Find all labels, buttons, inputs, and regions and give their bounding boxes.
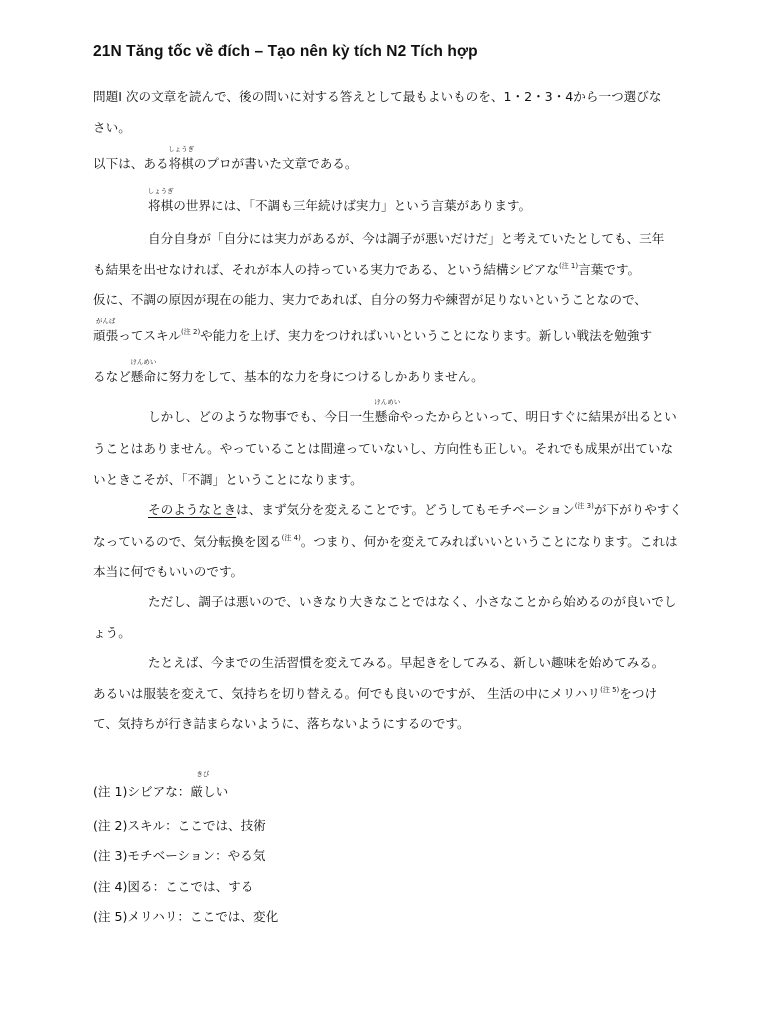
paragraph-text: しかし、どのような物事でも、今日一生 (148, 409, 375, 424)
ruby-reading: がんば (95, 317, 116, 325)
ruby-base: 将棋 (148, 198, 174, 213)
paragraph-2-line-2 (93, 262, 640, 280)
document-title: 21N Tăng tốc về đích – Tạo nên kỳ tích N2 Tích hợp (93, 43, 478, 60)
paragraph-2-line-1: 自分自身が「自分には実力があるが、今は調子が悪いだけだ」と考えていたとしても、三年 (148, 231, 665, 246)
paragraph-1-line (147, 187, 532, 214)
intro-text-end: のプロが書いた文章である。 (193, 156, 358, 171)
footnote-5: (注 5)メリハリ：ここでは、変化 (93, 909, 279, 924)
paragraph-6-line-2: ょう。 (93, 625, 131, 640)
ruby-base: 将棋 (168, 156, 194, 171)
ruby-word (168, 145, 195, 172)
paragraph-5-line-3: 本当に何でもいいのです。 (93, 564, 244, 579)
ruby-base: 厳しい (190, 784, 229, 799)
intro-text: 以下は、ある (93, 156, 169, 171)
footnote-text: (注 1)シビアな： (93, 784, 191, 799)
note-marker: (注 3) (574, 502, 594, 510)
paragraph-text: やったからといって、明日すぐに結果が出るとい (399, 409, 677, 424)
paragraph-3-line-2 (93, 317, 653, 346)
ruby-base: 頑張 (93, 328, 119, 343)
paragraph-4-line-1 (148, 398, 677, 425)
ruby-reading: けんめい (130, 358, 157, 366)
ruby-word (147, 187, 174, 214)
ruby-word (130, 358, 157, 385)
ruby-reading: けんめい (374, 398, 401, 406)
paragraph-5-line-1 (148, 502, 682, 520)
note-marker: (注 1) (558, 262, 579, 270)
paragraph-7-line-1: たとえば、今までの生活習慣を変えてみる。早起きをしてみる、新しい趣味を始めてみる。 (148, 655, 665, 670)
paragraph-4-line-3: いときこそが、「不調」ということになります。 (93, 472, 363, 487)
ruby-base: 懸命 (130, 369, 156, 384)
paragraph-text: るなど (93, 369, 131, 384)
paragraph-text: 。つまり、何かを変えてみればいいということになります。これは (300, 534, 678, 549)
note-marker: (注 4) (281, 534, 301, 542)
footnote-4: (注 4)図る：ここでは、する (93, 879, 254, 894)
paragraph-3-line-1: 仮に、不調の原因が現在の能力、実力であれば、自分の努力や練習が足りないということなので、 (93, 292, 647, 307)
paragraph-text: も結果を出せなければ、それが本人の持っている実力である、という結構シビアな (93, 262, 559, 277)
paragraph-3-line-3 (93, 358, 484, 385)
intro-line (93, 145, 358, 172)
paragraph-text: なっているので、気分転換を図る (93, 534, 282, 549)
question-instruction-line-2: さい。 (93, 120, 131, 135)
paragraph-text: の世界には、「不調も三年続けば実力」という言葉があります。 (173, 198, 532, 213)
paragraph-text: ってスキル (118, 328, 182, 343)
paragraph-7-line-3: て、気持ちが行き詰まらないように、落ちないようにするのです。 (93, 716, 470, 731)
paragraph-text: は、まず気分を変えることです。どうしてもモチベーション (236, 502, 575, 517)
paragraph-text: あるいは服装を変えて、気持ちを切り替える。何でも良いのですが、 生活の中にメリハリ (93, 686, 601, 701)
paragraph-4-line-2: うことはありません。やっていることは間違っていないし、方向性も正しい。それでも成果が出ていな (93, 441, 674, 456)
ruby-word (190, 770, 229, 800)
ruby-base: 懸命 (374, 409, 400, 424)
note-marker: (注 2) (181, 328, 201, 336)
paragraph-text: をつけ (619, 686, 658, 701)
paragraph-text: や能力を上げ、実力をつければいいということになります。新しい戦法を勉強す (200, 328, 653, 343)
paragraph-text: 言葉です。 (578, 262, 641, 277)
question-instruction-line-1: 問題Ⅰ 次の文章を読んで、後の問いに対する答えとして最もよいものを、1・2・3・4から一つ選びな (93, 89, 662, 104)
footnote-2: (注 2)スキル：ここでは、技術 (93, 818, 266, 833)
note-marker: (注 5) (600, 686, 620, 694)
footnote-1 (93, 770, 229, 800)
paragraph-6-line-1: ただし、調子は悪いので、いきなり大きなことではなく、小さなことから始めるのが良いでし (148, 594, 677, 609)
ruby-reading: きび (196, 770, 210, 778)
footnote-3: (注 3)モチベーション：やる気 (93, 848, 266, 863)
paragraph-text: に努力をして、基本的な力を身につけるしかありません。 (155, 369, 484, 384)
ruby-reading: しょうぎ (168, 145, 195, 153)
underlined-phrase: そのようなとき (148, 502, 237, 517)
paragraph-5-line-2 (93, 534, 678, 552)
ruby-reading: しょうぎ (147, 187, 174, 195)
paragraph-text: が下がりやすく (593, 502, 682, 517)
ruby-word (93, 317, 119, 344)
paragraph-7-line-2 (93, 686, 657, 704)
ruby-word (374, 398, 401, 425)
